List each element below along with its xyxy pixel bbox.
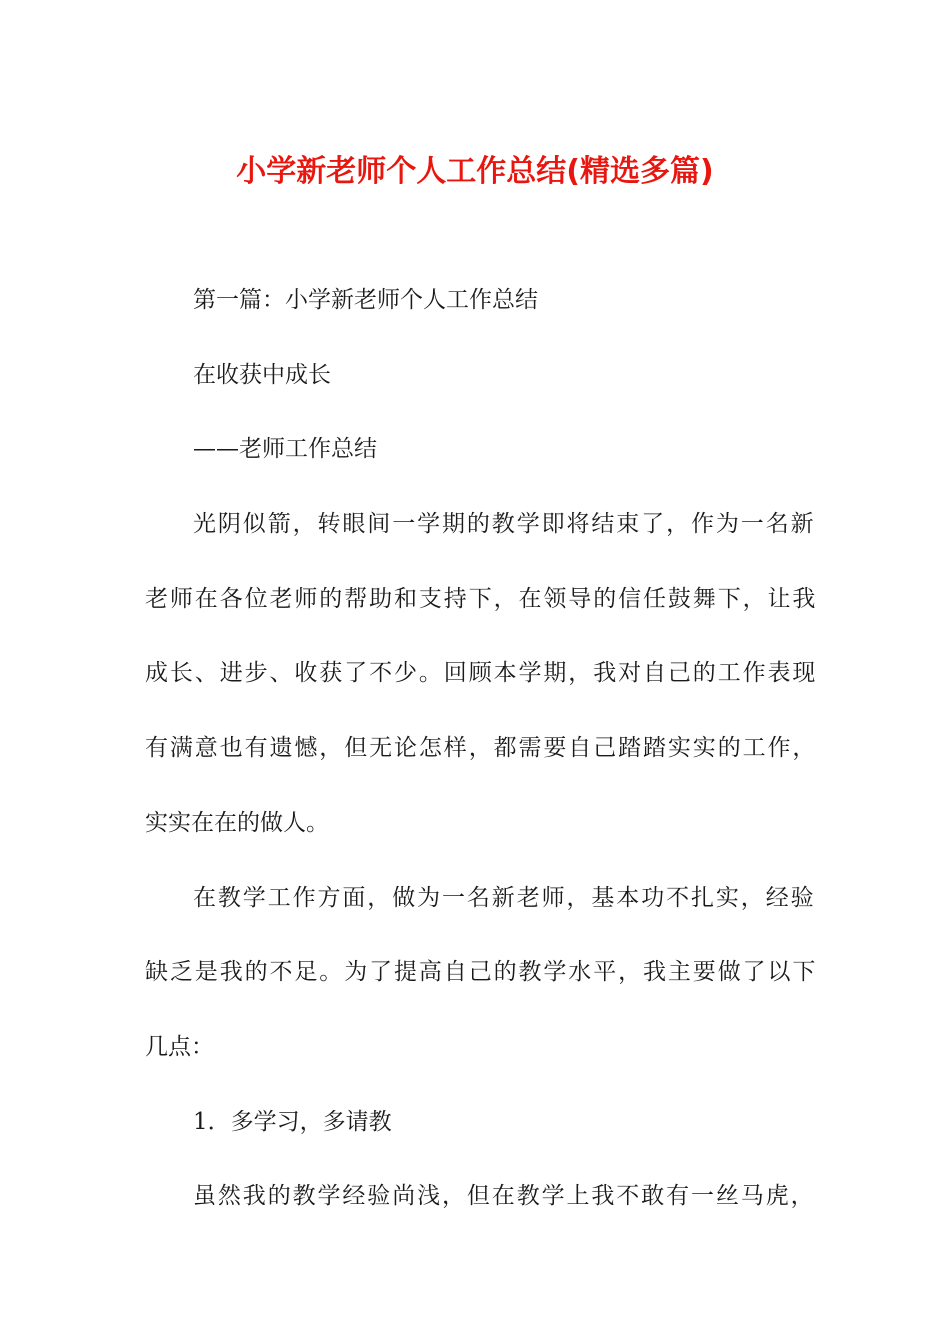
paragraph-line: 缺乏是我的不足。为了提高自己的教学水平，我主要做了以下 xyxy=(145,959,818,985)
subtitle-line: 在收获中成长 xyxy=(193,362,331,388)
subtitle-dash-line: ——老师工作总结 xyxy=(193,436,377,462)
paragraph-line: 虽然我的教学经验尚浅，但在教学上我不敢有一丝马虎， xyxy=(193,1183,816,1209)
list-item-heading: 1．多学习，多请教 xyxy=(193,1109,392,1135)
paragraph-line: 实实在在的做人。 xyxy=(145,810,329,836)
paragraph-line: 在教学工作方面，做为一名新老师，基本功不扎实，经验 xyxy=(193,885,816,911)
paragraph-line: 几点： xyxy=(145,1034,214,1060)
document-title: 小学新老师个人工作总结(精选多篇) xyxy=(236,154,714,189)
paragraph-line: 老师在各位老师的帮助和支持下，在领导的信任鼓舞下，让我 xyxy=(145,586,818,612)
paragraph-line: 有满意也有遗憾，但无论怎样，都需要自己踏踏实实的工作， xyxy=(145,735,818,761)
section-heading: 第一篇：小学新老师个人工作总结 xyxy=(193,287,538,313)
paragraph-line: 光阴似箭，转眼间一学期的教学即将结束了，作为一名新 xyxy=(193,511,816,537)
paragraph-line: 成长、进步、收获了不少。回顾本学期，我对自己的工作表现 xyxy=(145,660,818,686)
